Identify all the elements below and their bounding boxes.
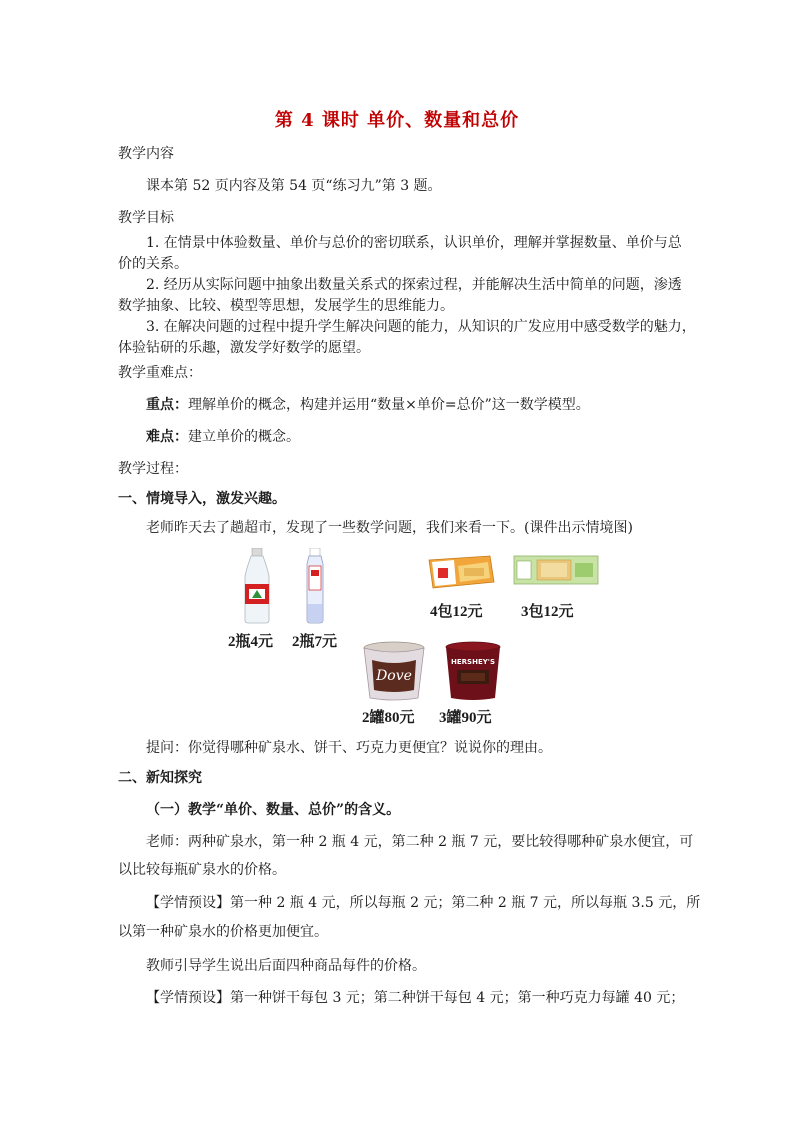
part1-text: 老师昨天去了趟超市，发现了一些数学问题，我们来看一下。(课件出示情境图) (146, 520, 633, 536)
teacher-line-2: 以比较每瓶矿泉水的价格。 (118, 862, 286, 878)
goal-3-line-2: 体验钻研的乐趣，激发学好数学的愿望。 (118, 340, 370, 356)
page-title: 第 4 课时 单价、数量和总价 (274, 110, 520, 131)
goal-1-line-2: 价的关系。 (118, 256, 188, 272)
water-bottle-1-image (240, 548, 274, 628)
chocolate-1-price: 2罐80元 (362, 710, 415, 726)
sub1-heading: （一）教学“单价、数量、总价”的含义。 (146, 802, 401, 818)
hard-point-label: 难点： (146, 429, 188, 445)
goals-heading: 教学目标 (118, 210, 174, 226)
hard-point (146, 427, 300, 447)
preset-1-line-2: 以第一种矿泉水的价格更加便宜。 (118, 924, 328, 940)
content-heading: 教学内容 (118, 146, 174, 162)
guide-line: 教师引导学生说出后面四种商品每件的价格。 (146, 958, 426, 974)
key-point (146, 395, 590, 415)
dove-logo-text: Dove (376, 668, 412, 684)
content-text: 课本第 52 页内容及第 54 页“练习九”第 3 题。 (146, 178, 442, 194)
process-heading: 教学过程： (118, 461, 188, 477)
difficulty-heading: 教学重难点： (118, 365, 202, 381)
preset-1-line-1: 【学情预设】第一种 2 瓶 4 元，所以每瓶 2 元；第二种 2 瓶 7 元，所以每瓶 3.5 元，所 (146, 895, 701, 911)
part2-heading: 二、新知探究 (118, 770, 202, 786)
goal-2-line-1: 2. 经历从实际问题中抽象出数量关系式的探索过程，并能解决生活中简单的问题，渗透 (146, 277, 682, 293)
question-text: 提问：你觉得哪种矿泉水、饼干、巧克力更便宜？说说你的理由。 (146, 740, 552, 756)
biscuit-1-image (426, 554, 496, 594)
biscuit-1-price: 4包12元 (430, 604, 483, 620)
chocolate-dove-image (362, 640, 426, 706)
biscuit-2-price: 3包12元 (521, 604, 574, 620)
biscuit-2-image (513, 555, 599, 589)
key-point-text: 理解单价的概念，构建并运用“数量×单价=总价”这一数学模型。 (188, 397, 590, 413)
chocolate-2-price: 3罐90元 (439, 710, 492, 726)
water-1-price: 2瓶4元 (228, 634, 274, 650)
hard-point-text: 建立单价的概念。 (188, 429, 300, 445)
goal-3-line-1: 3. 在解决问题的过程中提升学生解决问题的能力，从知识的广发应用中感受数学的魅力， (146, 319, 696, 335)
goal-1-line-1: 1. 在情景中体验数量、单价与总价的密切联系，认识单价，理解并掌握数量、单价与总 (146, 235, 682, 251)
goal-2-line-2: 数学抽象、比较、模型等思想，发展学生的思维能力。 (118, 298, 454, 314)
water-2-price: 2瓶7元 (292, 634, 338, 650)
hersheys-logo-text: HERSHEY'S (451, 658, 495, 666)
water-bottle-2-image (302, 548, 328, 628)
chocolate-hersheys-image (443, 640, 503, 706)
teacher-line-1: 老师：两种矿泉水，第一种 2 瓶 4 元，第二种 2 瓶 7 元，要比较得哪种矿泉水便宜，可 (146, 834, 694, 850)
key-point-label: 重点： (146, 397, 188, 413)
part1-heading: 一、情境导入，激发兴趣。 (118, 491, 286, 507)
preset-2-line: 【学情预设】第一种饼干每包 3 元；第二种饼干每包 4 元；第一种巧克力每罐 40 元； (146, 990, 685, 1006)
